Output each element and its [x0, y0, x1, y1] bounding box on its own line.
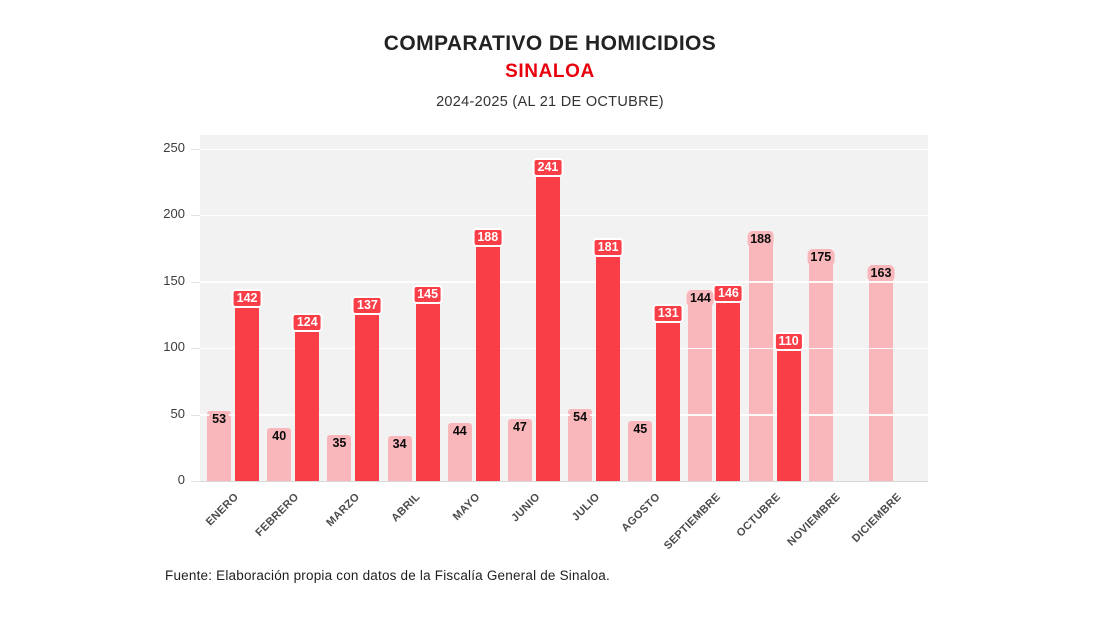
month-group-junio — [504, 149, 564, 525]
value-label-2024-julio: 54 — [570, 410, 590, 425]
value-label-2025-julio: 181 — [593, 238, 624, 257]
gridline-150 — [200, 281, 928, 283]
month-group-marzo — [323, 149, 383, 530]
bar-2025-enero — [235, 292, 259, 481]
y-tick-label-50: 50 — [170, 405, 185, 421]
value-label-2024-marzo: 35 — [329, 436, 349, 451]
bars-container — [203, 149, 925, 553]
x-label-abril: ABRIL — [388, 491, 423, 525]
bar-2025-agosto — [656, 307, 680, 481]
x-label-diciembre: DICIEMBRE — [849, 491, 904, 546]
x-label-septiembre: SEPTIEMBRE — [661, 491, 723, 553]
value-label-2025-junio: 241 — [533, 158, 564, 177]
value-label-2024-febrero: 40 — [269, 429, 289, 444]
month-group-octubre — [734, 149, 805, 540]
value-label-2024-septiembre: 144 — [687, 291, 714, 306]
period-label: 2024-2025 (AL 21 DE OCTUBRE) — [436, 94, 664, 110]
x-label-julio: JULIO — [570, 491, 603, 524]
bar-2025-marzo — [355, 299, 379, 481]
y-tick-50 — [191, 415, 200, 416]
month-group-enero — [203, 149, 263, 529]
bar-2024-octubre — [749, 231, 773, 481]
month-group-diciembre — [849, 149, 925, 546]
y-tick-label-200: 200 — [163, 206, 185, 222]
x-label-junio: JUNIO — [509, 491, 543, 525]
bar-2024-julio — [568, 409, 592, 481]
y-tick-label-100: 100 — [163, 339, 185, 355]
value-label-2025-mayo: 188 — [472, 228, 503, 247]
bar-2025-septiembre — [716, 287, 740, 481]
bar-2025-octubre — [777, 335, 801, 481]
bar-2024-agosto — [628, 421, 652, 481]
value-label-2024-junio: 47 — [510, 420, 530, 435]
x-label-marzo: MARZO — [323, 491, 362, 530]
bar-2024-septiembre — [688, 290, 712, 481]
gridline-250 — [200, 149, 928, 151]
y-tick-250 — [191, 149, 200, 150]
x-label-agosto: AGOSTO — [619, 491, 663, 535]
bar-2024-marzo — [327, 435, 351, 481]
bar-2024-noviembre — [809, 249, 833, 481]
bar-2025-abril — [416, 288, 440, 481]
page-title: COMPARATIVO DE HOMICIDIOS — [383, 32, 717, 55]
bar-2024-febrero — [267, 428, 291, 481]
bar-2025-mayo — [476, 231, 500, 481]
value-label-2024-noviembre: 175 — [807, 250, 834, 265]
bar-2025-junio — [536, 161, 560, 481]
month-group-mayo — [444, 149, 504, 523]
value-label-2025-agosto: 131 — [653, 304, 684, 323]
bar-2024-abril — [388, 436, 412, 481]
page-subtitle-sinaloa: SINALOA — [505, 61, 595, 82]
bar-2024-enero — [207, 411, 231, 481]
value-label-2025-marzo: 137 — [352, 296, 383, 315]
month-group-agosto — [619, 149, 684, 535]
y-tick-label-0: 0 — [177, 472, 185, 487]
value-label-2024-enero: 53 — [209, 412, 229, 427]
value-label-2025-octubre: 110 — [774, 332, 804, 351]
value-label-2025-septiembre: 146 — [713, 284, 744, 303]
value-label-2025-enero: 142 — [232, 289, 263, 308]
bar-2024-junio — [508, 419, 532, 481]
x-label-noviembre: NOVIEMBRE — [785, 491, 844, 549]
value-label-2024-diciembre: 163 — [868, 266, 895, 281]
bar-2025-febrero — [295, 316, 319, 481]
y-tick-0 — [191, 481, 200, 482]
x-label-enero: ENERO — [204, 491, 242, 529]
bar-2025-julio — [596, 241, 620, 481]
bar-2024-mayo — [448, 423, 472, 481]
month-group-abril — [384, 149, 444, 525]
bar-2024-diciembre — [869, 265, 893, 481]
y-tick-150 — [191, 282, 200, 283]
month-group-febrero — [253, 149, 323, 540]
value-label-2025-abril: 145 — [412, 285, 443, 304]
x-label-octubre: OCTUBRE — [734, 491, 784, 540]
value-label-2024-octubre: 188 — [747, 232, 774, 247]
x-label-mayo: MAYO — [450, 491, 483, 523]
y-tick-100 — [191, 348, 200, 349]
plot-area — [200, 135, 928, 553]
y-tick-200 — [191, 215, 200, 216]
y-tick-label-250: 250 — [163, 140, 185, 155]
value-label-2025-febrero: 124 — [292, 313, 323, 332]
gridline-200 — [200, 215, 928, 217]
source-note: Fuente: Elaboración propia con datos de la Fiscalía General de Sinaloa. — [165, 568, 610, 583]
value-label-2024-agosto: 45 — [630, 422, 650, 437]
y-tick-label-150: 150 — [163, 272, 185, 288]
x-label-febrero: FEBRERO — [253, 491, 302, 540]
value-label-2024-mayo: 44 — [450, 424, 470, 439]
month-group-julio — [564, 149, 624, 524]
value-label-2024-abril: 34 — [390, 437, 410, 452]
